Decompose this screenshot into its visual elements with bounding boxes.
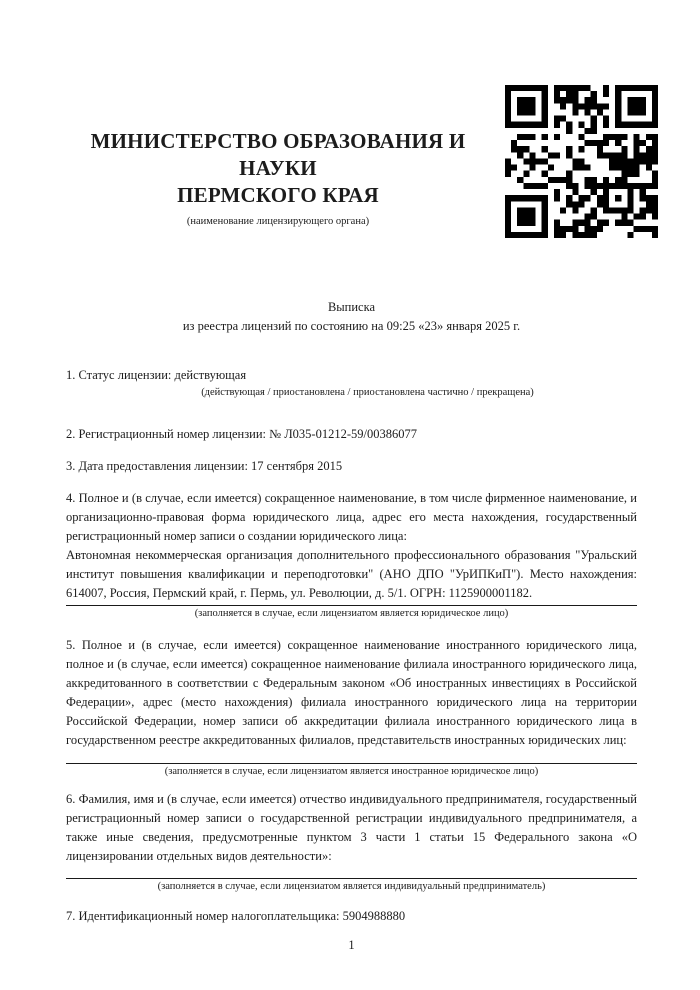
- field-individual-entrepreneur: [66, 790, 637, 893]
- field-license-status: [66, 366, 637, 399]
- licensing-authority-header: [66, 128, 490, 228]
- entrepreneur-rule: [66, 878, 637, 879]
- ministry-caption: (наименование лицензирующего органа): [186, 216, 370, 227]
- document-title-line1: Выписка: [327, 300, 376, 314]
- ministry-name-line1: МИНИСТЕРСТВО ОБРАЗОВАНИЯ И НАУКИ: [90, 129, 466, 180]
- registration-number-text: 2. Регистрационный номер лицензии: № Л035-01212-59/00386077: [66, 427, 417, 441]
- legal-entity-label: 4. Полное и (в случае, если имеется) сокращенное наименование, в том числе фирменное наименование, и организационно-правовая форма юридического лица, адрес его места нахождения, государственный регистрационный номер записи о создании юридического лица:: [66, 491, 637, 543]
- foreign-entity-caption: (заполняется в случае, если лицензиатом является иностранное юридическое лицо): [164, 766, 539, 777]
- document-title: [66, 298, 637, 336]
- foreign-entity-rule: [66, 763, 637, 764]
- document-body: [66, 298, 637, 955]
- legal-entity-rule: [66, 605, 637, 606]
- entrepreneur-caption: (заполняется в случае, если лицензиатом является индивидуальный предприниматель): [157, 881, 546, 892]
- legal-entity-value: Автономная некоммерческая организация дополнительного профессионального образования "Уральский институт повышения квалификации и переподготовки" (АНО ДПО "УрИПКиП"). Место нахождения: 614007, Россия, Пермский край, г. Пермь, ул. Революции, д. 5/1. ОГРН: 1125900001182.: [66, 548, 637, 600]
- license-status-caption: (действующая / приостановлена / приостановлена частично / прекращена): [201, 387, 534, 398]
- legal-entity-caption: (заполняется в случае, если лицензиатом является юридическое лицо): [194, 608, 509, 619]
- foreign-entity-label: 5. Полное и (в случае, если имеется) сокращенное наименование иностранного юридического лица, полное и (в случае, если имеется) сокращенное наименование филиала иностранного юридического лица, аккредитованного в соответствии с Федеральным законом «Об иностранных инвестициях в Российской Федерации», адрес (место нахождения) филиала иностранного юридического лица на территории Российской Федерации, номер записи об аккредитации филиала иностранного юридического лица в государственном реестре аккредитованных филиалов, представительств иностранных юридических лиц:: [66, 638, 637, 747]
- page-number: 1: [348, 938, 355, 952]
- grant-date-text: 3. Дата предоставления лицензии: 17 сентября 2015: [66, 459, 343, 473]
- field-taxpayer-id: [66, 907, 637, 926]
- ministry-name-line2: ПЕРМСКОГО КРАЯ: [177, 183, 379, 207]
- taxpayer-id-text: 7. Идентификационный номер налогоплательщика: 5904988880: [66, 909, 406, 923]
- field-grant-date: [66, 457, 637, 476]
- field-legal-entity: [66, 489, 637, 620]
- field-registration-number: [66, 425, 637, 444]
- field-foreign-entity: [66, 636, 637, 778]
- license-status-text: 1. Статус лицензии: действующая: [66, 368, 247, 382]
- document-title-line2: из реестра лицензий по состоянию на 09:25 «23» января 2025 г.: [182, 319, 521, 333]
- qr-code-icon: [505, 85, 658, 238]
- entrepreneur-label: 6. Фамилия, имя и (в случае, если имеется) отчество индивидуального предпринимателя, государственный регистрационный номер записи о государственной регистрации индивидуального предпринимателя, а также иные сведения, предусмотренные пунктом 3 части 1 статьи 15 Федерального закона «О лицензировании отдельных видов деятельности»:: [66, 792, 637, 863]
